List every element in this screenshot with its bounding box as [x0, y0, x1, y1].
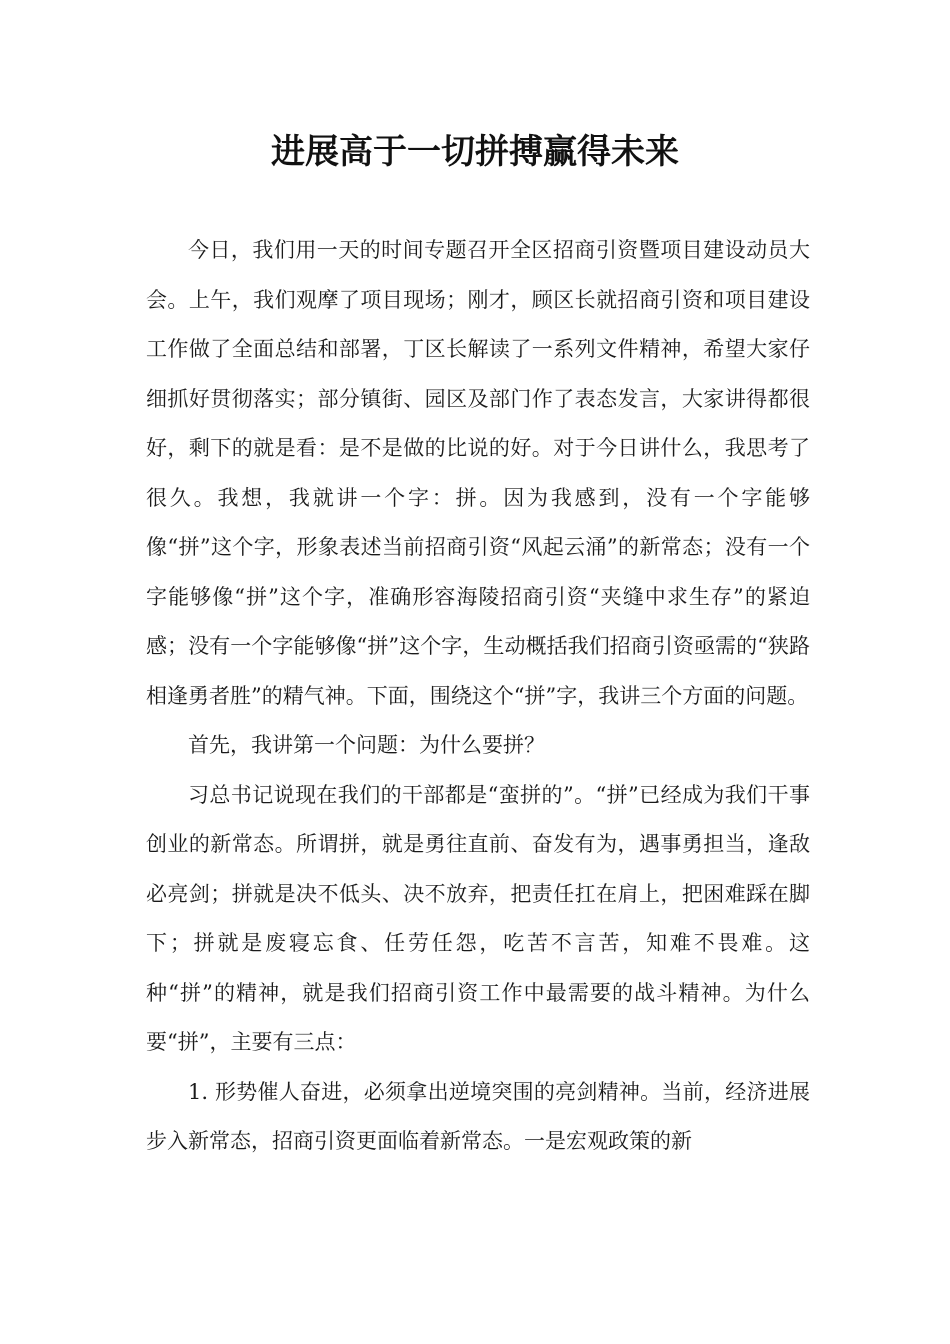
paragraph: 1. 形势催人奋进，必须拿出逆境突围的亮剑精神。当前，经济进展步入新常态，招商引资更面临着新常态。一是宏观政策的新: [146, 1079, 810, 1153]
paragraph: 首先，我讲第一个问题：为什么要拼？: [188, 733, 545, 757]
document-title: 进展高于一切拼搏赢得未来: [271, 132, 679, 172]
paragraph: 习总书记说现在我们的干部都是“蛮拼的”。“拼”已经成为我们干事创业的新常态。所谓拼，就是勇往直前、奋发有为，遇事勇担当，逢敌必亮剑；拼就是决不低头、决不放弃，把责任扛在肩上，把困难踩在脚下；拼就是废寝忘食、任劳任怨，吃苦不言苦，知难不畏难。这种“拼”的精神，就是我们招商引资工作中最需要的战斗精神。为什么要“拼”，主要有三点：: [146, 782, 810, 1054]
paragraph: 今日，我们用一天的时间专题召开全区招商引资暨项目建设动员大会。上午，我们观摩了项目现场；刚才，顾区长就招商引资和项目建设工作做了全面总结和部署，丁区长解读了一系列文件精神，希望大家仔细抓好贯彻落实；部分镇街、园区及部门作了表态发言，大家讲得都很好，剩下的就是看：是不是做的比说的好。对于今日讲什么，我思考了很久。我想，我就讲一个字：拼。因为我感到，没有一个字能够像“拼”这个字，形象表述当前招商引资“风起云涌”的新常态；没有一个字能够像“拼”这个字，准确形容海陵招商引资“夹缝中求生存”的紧迫感；没有一个字能够像“拼”这个字，生动概括我们招商引资亟需的“狭路相逢勇者胜”的精气神。下面，围绕这个“拼”字，我讲三个方面的问题。: [146, 238, 810, 708]
document-body: [146, 226, 810, 1167]
